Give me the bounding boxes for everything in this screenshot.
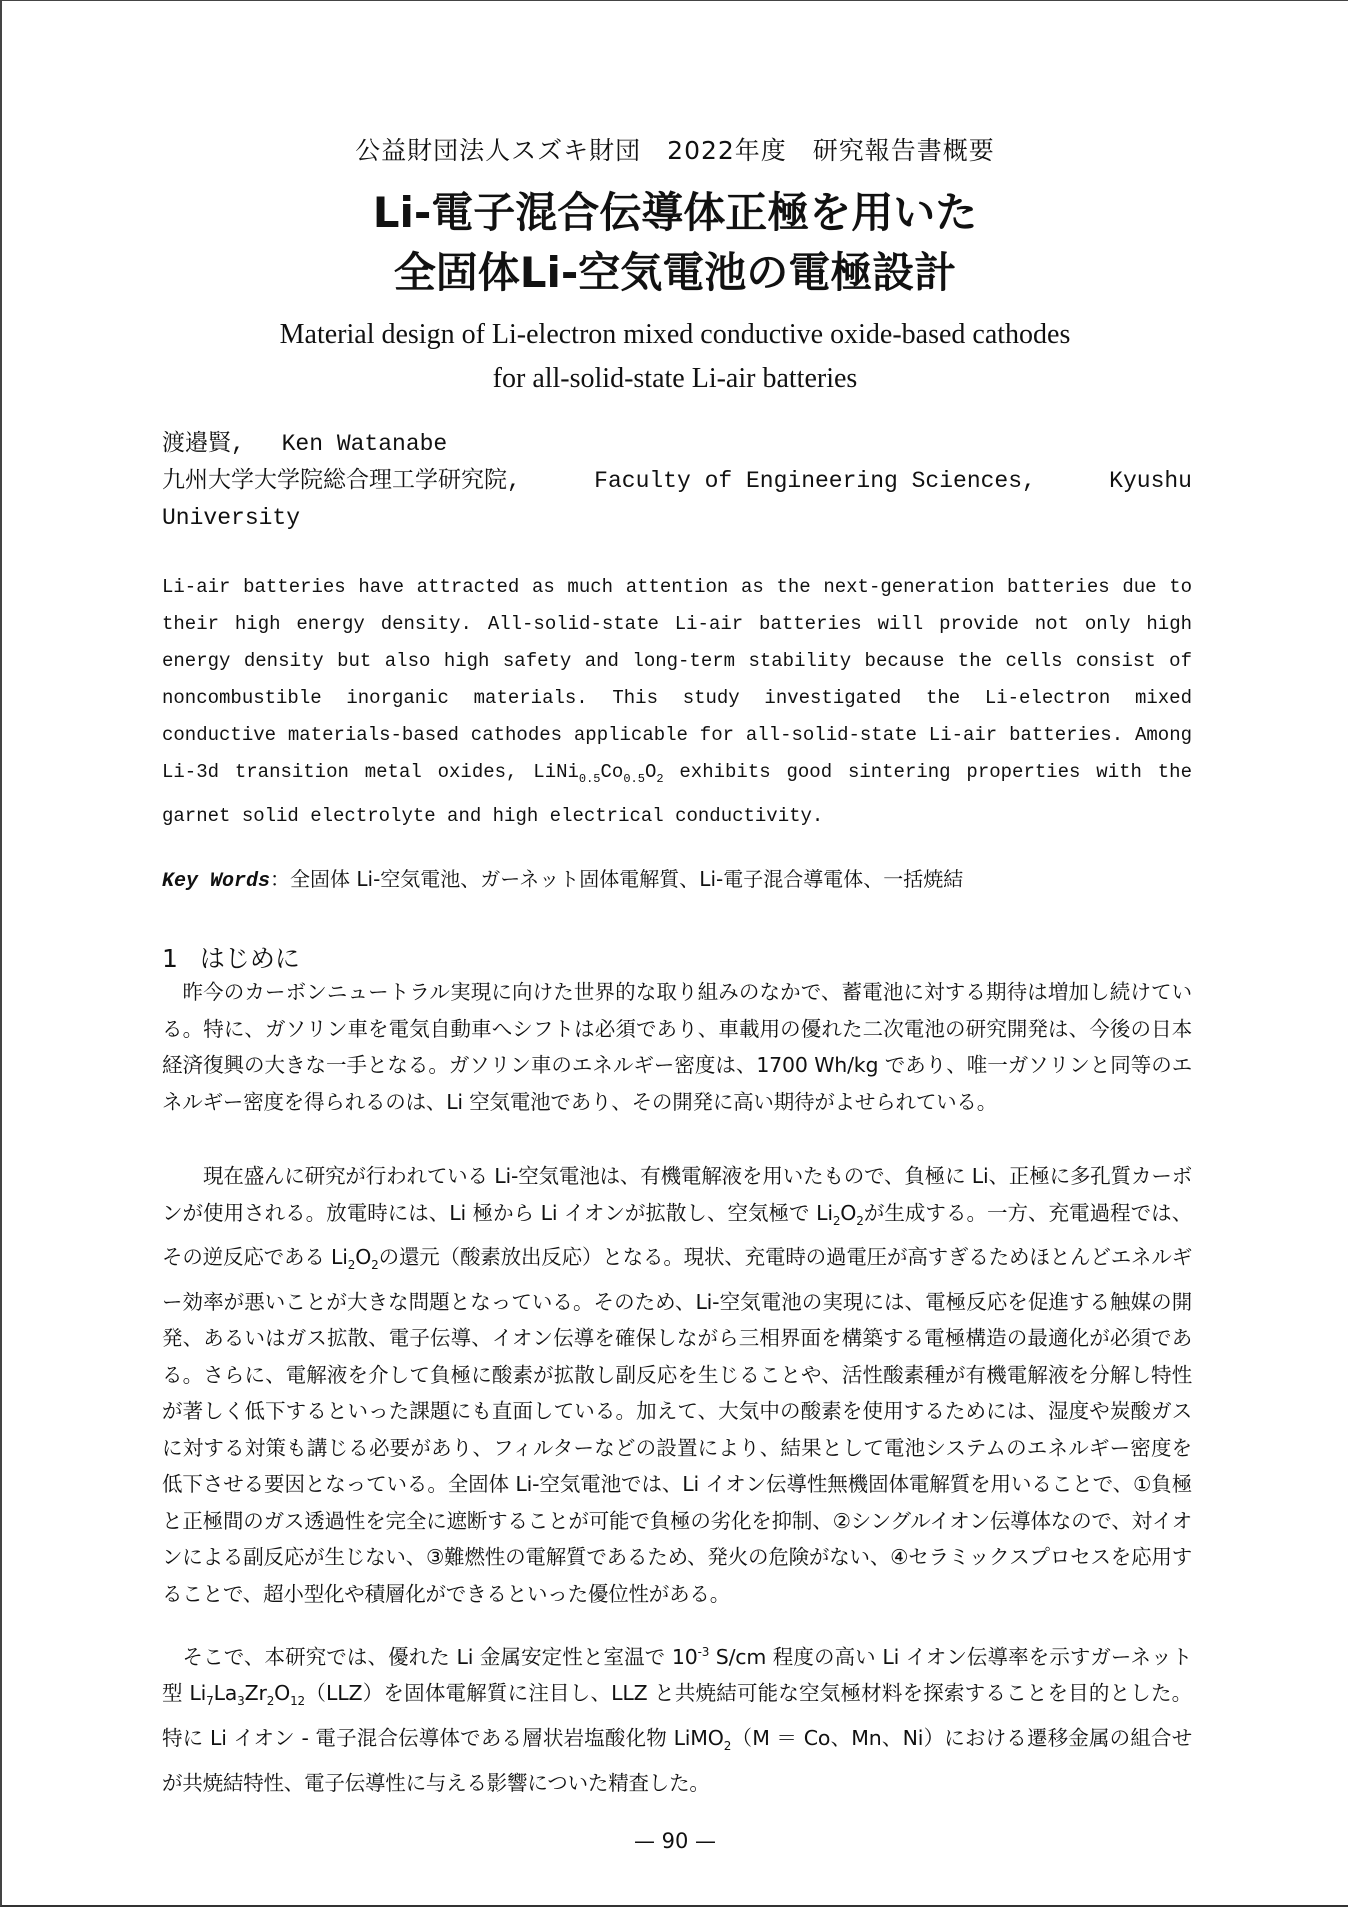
formula-part: Co: [600, 761, 624, 783]
english-title-line-1: Material design of Li-electron mixed conductive oxide-based cathodes: [279, 319, 1071, 350]
report-header: 公益財団法人スズキ財団 2022年度 研究報告書概要: [355, 136, 995, 165]
affiliation-continuation: University: [162, 505, 301, 531]
subscript: 3: [237, 1694, 245, 1709]
subscript: 2: [856, 1213, 864, 1228]
subscript: 7: [206, 1694, 214, 1709]
keywords-items: 全固体 Li-空気電池、ガーネット固体電解質、Li-電子混合導電体、一括焼結: [290, 867, 964, 891]
abstract-text-end: exhibits good sintering properties with the garnet solid electrolyte and high electrical conductivity.: [162, 761, 1192, 827]
page-number: — 90 —: [633, 1829, 717, 1853]
section-title: はじめに: [199, 944, 300, 973]
superscript: -3: [697, 1645, 710, 1659]
section-heading: [162, 939, 300, 975]
affiliation-jp: 九州大学大学院総合理工学研究院,: [162, 468, 521, 494]
text-run: （M ＝ Co、Mn、Ni）における遷移金属の組合せが共焼結特性、電子伝導性に与える影響についた精査した。: [162, 1725, 1192, 1795]
text-run: の還元（酸素放出反応）となる。現状、充電時の過電圧が高すぎるためほとんどエネルギー効率が悪いことが大きな問題となっている。そのため、Li-空気電池の実現には、電極反応を促進する触媒の開発、あるいはガス拡散、電子伝導、イオン伝導を確保しながら三相界面を構築する電極構造の最適化が必須である。さらに、電解液を介して負極に酸素が拡散し副反応を生じることや、活性酸素種が有機電解液を分解し特性が著しく低下するといった課題にも直面している。加えて、大気中の酸素を使用するためには、湿度や炭酸ガスに対する対策も講じる必要があり、フィルターなどの設置により、結果として電池システムのエネルギー密度を低下させる要因となっている。全固体 Li-空気電池では、Li イオン伝導性無機固体電解質を用いることで、①負極と正極間のガス透過性を完全に遮断することが可能で負極の劣化を抑制、②シングルイオン伝導体なので、対イオンによる副反応が生じない、③難燃性の電解質であるため、発火の危険がない、④セラミックスプロセスを応用することで、超小型化や積層化ができるといった優位性がある。: [162, 1245, 1193, 1606]
japanese-title-line-1: Li-電子混合伝導体正極を用いた: [372, 188, 978, 237]
formula-subscript: 0.5: [623, 771, 645, 786]
subscript: 2: [832, 1213, 841, 1228]
formula-subscript: 2: [656, 771, 664, 786]
japanese-title: [2, 183, 1348, 303]
formula-subscript: 0.5: [578, 771, 601, 786]
text-run: Zr: [244, 1681, 267, 1706]
japanese-title-line-2: 全固体Li-空気電池の電極設計: [393, 248, 957, 297]
keywords-label: Key Words: [162, 870, 271, 893]
subscript: 2: [266, 1694, 275, 1709]
keywords-line: [162, 863, 1192, 898]
english-title: [2, 313, 1348, 401]
paragraph-text: 昨今のカーボンニュートラル実現に向けた世界的な取り組みのなかで、蓄電池に対する期待は増加し続けている。特に、ガソリン車を電気自動車へシフトは必須であり、車載用の優れた二次電池の研究開発は、今後の日本経済復興の大きな一手となる。ガソリン車のエネルギー密度は、1700 Wh/kg であり、唯一ガソリンと同等のエネルギー密度を得られるのは、Li 空気電池であり、その開発に高い期待がよせられている。: [162, 980, 1192, 1114]
text-run: La: [213, 1681, 238, 1706]
formula-part: LiNi: [533, 761, 579, 783]
paragraph-text: [162, 1634, 1192, 1801]
text-run: O: [274, 1681, 291, 1706]
keywords-separator: ：: [270, 867, 291, 891]
text-run: O: [355, 1245, 372, 1270]
text-run: 現在盛んに研究が行われている Li-空気電池は、有機電解液を用いたもので、負極に Li、正極に多孔質カーボンが使用される。放電時には、Li 極から Li イオンが拡散し、空気極で Li: [162, 1164, 1192, 1225]
abstract-text: Li-air batteries have attracted as much attention as the next-generation batteries due to their high energy density. All-solid-state Li-air batteries will provide not only high energy density but also high safety and long-term stability because the cells consist of noncombustible inorganic materials. This study investigated the Li-electron mixed conductive materials-based cathodes applicable for all-solid-state Li-air batteries. Among Li-3d transition metal oxides,: [162, 576, 1192, 783]
subscript: 2: [371, 1258, 379, 1273]
affiliation-en: Faculty of Engineering Sciences,: [594, 468, 1036, 494]
body-paragraph-2: [162, 1158, 1192, 1612]
subscript: 12: [290, 1694, 305, 1709]
text-run: そこで、本研究では、優れた Li 金属安定性と室温で 10: [182, 1644, 698, 1669]
english-title-line-2: for all-solid-state Li-air batteries: [492, 363, 858, 394]
body-paragraph-3: [162, 1634, 1192, 1801]
section-number: 1: [162, 944, 178, 973]
author-name: 渡邉賢, Ken Watanabe: [162, 431, 448, 457]
affiliation-en-university: Kyushu: [1109, 468, 1192, 494]
body-paragraph-1: [162, 974, 1192, 1120]
subscript: 2: [723, 1739, 732, 1754]
text-run: S/cm 程度の高い Li イオン伝導率を示すガーネット型 Li: [162, 1644, 1193, 1706]
subscript: 2: [347, 1258, 356, 1273]
abstract: [162, 569, 1192, 835]
text-run: が生成する。一方、充電過程では、その逆反応である Li: [162, 1200, 1192, 1270]
text-run: O: [840, 1200, 857, 1225]
affiliation-line: [162, 463, 1192, 500]
paragraph-text: [162, 1158, 1192, 1612]
chemical-formula: [533, 761, 664, 786]
text-run: （LLZ）を固体電解質に注目し、LLZ と共焼結可能な空気極材料を探索することを目的とした。特に Li イオン - 電子混合伝導体である層状岩塩酸化物 LiMO: [162, 1681, 1192, 1750]
formula-part: O: [644, 761, 657, 783]
author-block: [162, 426, 1192, 537]
